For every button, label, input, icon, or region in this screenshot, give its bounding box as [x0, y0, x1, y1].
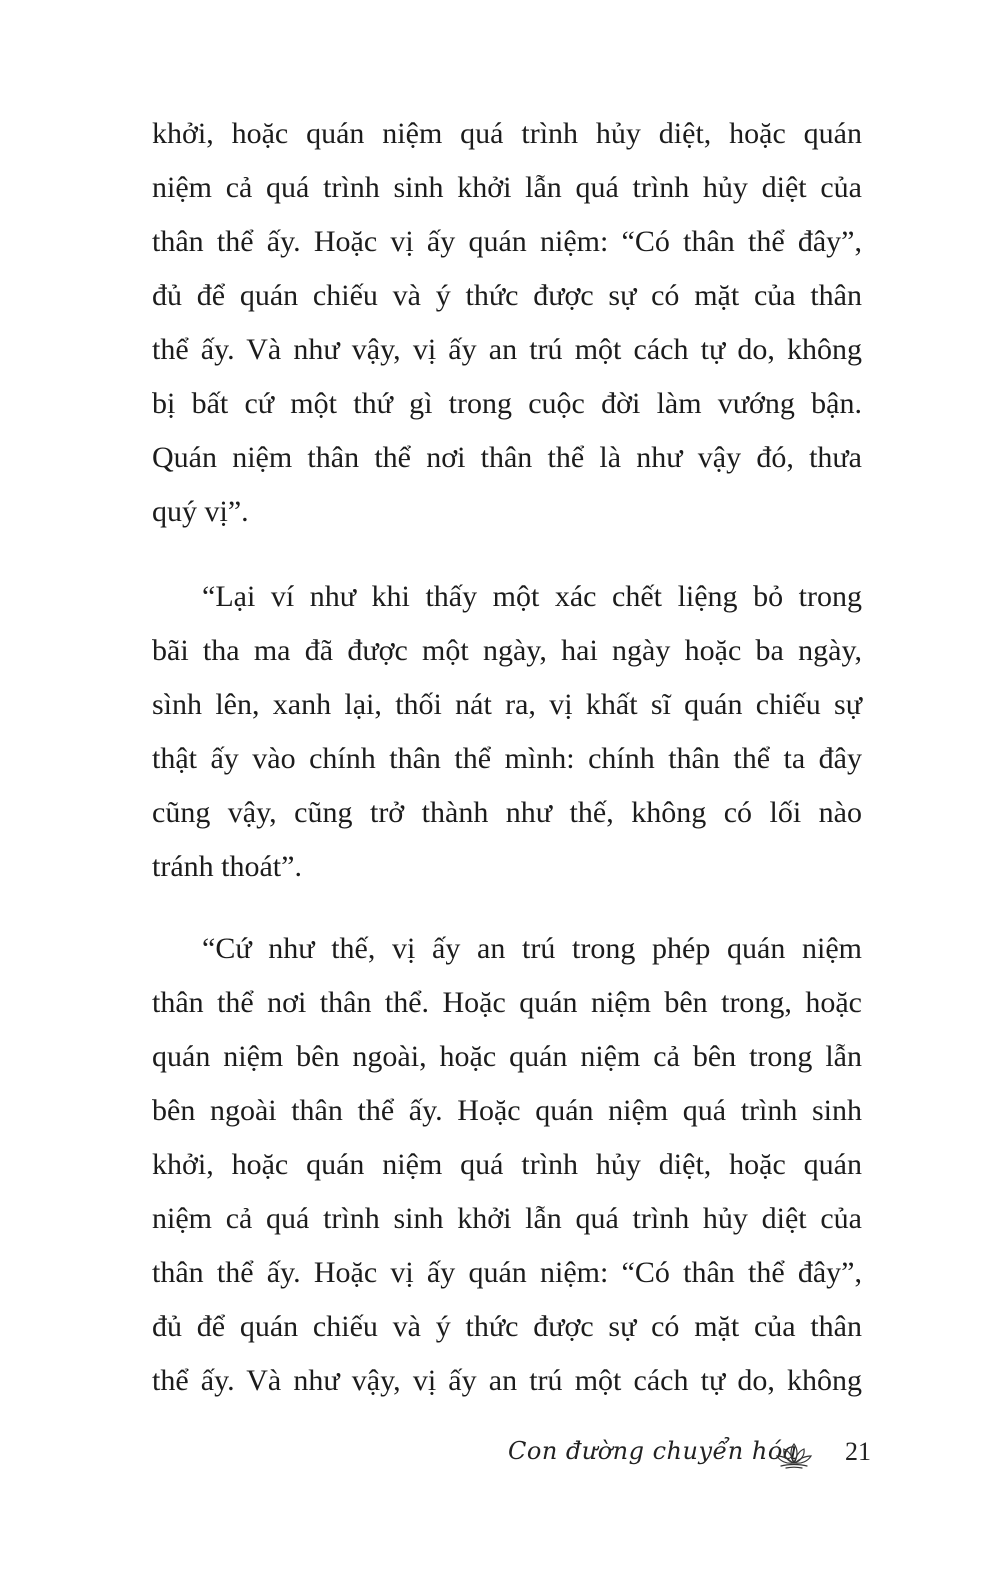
page-footer: [500, 1435, 880, 1475]
text-line: đủ để quán chiếu và ý thức được sự có mặt của thân: [152, 1310, 862, 1343]
text-line: khởi, hoặc quán niệm quá trình hủy diệt, hoặc quán: [152, 117, 862, 150]
paragraph-3: [152, 922, 862, 1408]
text-line: thể ấy. Và như vậy, vị ấy an trú một cách tự do, không: [152, 333, 862, 366]
paragraph-2: [152, 570, 862, 894]
text-line: quý vị”.: [152, 495, 249, 528]
text-line: bãi tha ma đã được một ngày, hai ngày hoặc ba ngày,: [152, 634, 862, 667]
page-number: 21: [845, 1437, 871, 1466]
text-line: bị bất cứ một thứ gì trong cuộc đời làm vướng bận.: [152, 387, 862, 420]
text-line: quán niệm bên ngoài, hoặc quán niệm cả bên trong lẫn: [152, 1040, 862, 1073]
paragraph-1: [152, 107, 862, 539]
text-line: Quán niệm thân thể nơi thân thể là như vậy đó, thưa: [152, 441, 862, 474]
lotus-icon: [772, 1439, 816, 1469]
text-line: thân thể nơi thân thể. Hoặc quán niệm bên trong, hoặc: [152, 986, 862, 1019]
text-line: cũng vậy, cũng trở thành như thế, không có lối nào: [152, 796, 862, 829]
text-line: khởi, hoặc quán niệm quá trình hủy diệt, hoặc quán: [152, 1148, 862, 1181]
text-line: bên ngoài thân thể ấy. Hoặc quán niệm quá trình sinh: [152, 1094, 862, 1127]
text-line: thể ấy. Và như vậy, vị ấy an trú một cách tự do, không: [152, 1364, 862, 1397]
text-line: sình lên, xanh lại, thối nát ra, vị khất sĩ quán chiếu sự: [152, 688, 862, 721]
text-line: đủ để quán chiếu và ý thức được sự có mặt của thân: [152, 279, 862, 312]
text-line: thân thể ấy. Hoặc vị ấy quán niệm: “Có thân thể đây”,: [152, 225, 862, 258]
text-line: tránh thoát”.: [152, 850, 302, 883]
text-line: thân thể ấy. Hoặc vị ấy quán niệm: “Có thân thể đây”,: [152, 1256, 862, 1289]
text-line: niệm cả quá trình sinh khởi lẫn quá trình hủy diệt của: [152, 171, 862, 204]
text-line: thật ấy vào chính thân thể mình: chính thân thể ta đây: [152, 742, 862, 775]
running-title: Con đường chuyển hóa: [508, 1437, 798, 1465]
text-line: “Cứ như thế, vị ấy an trú trong phép quán niệm: [202, 932, 862, 965]
text-line: “Lại ví như khi thấy một xác chết liệng bỏ trong: [202, 580, 862, 613]
text-line: niệm cả quá trình sinh khởi lẫn quá trình hủy diệt của: [152, 1202, 862, 1235]
